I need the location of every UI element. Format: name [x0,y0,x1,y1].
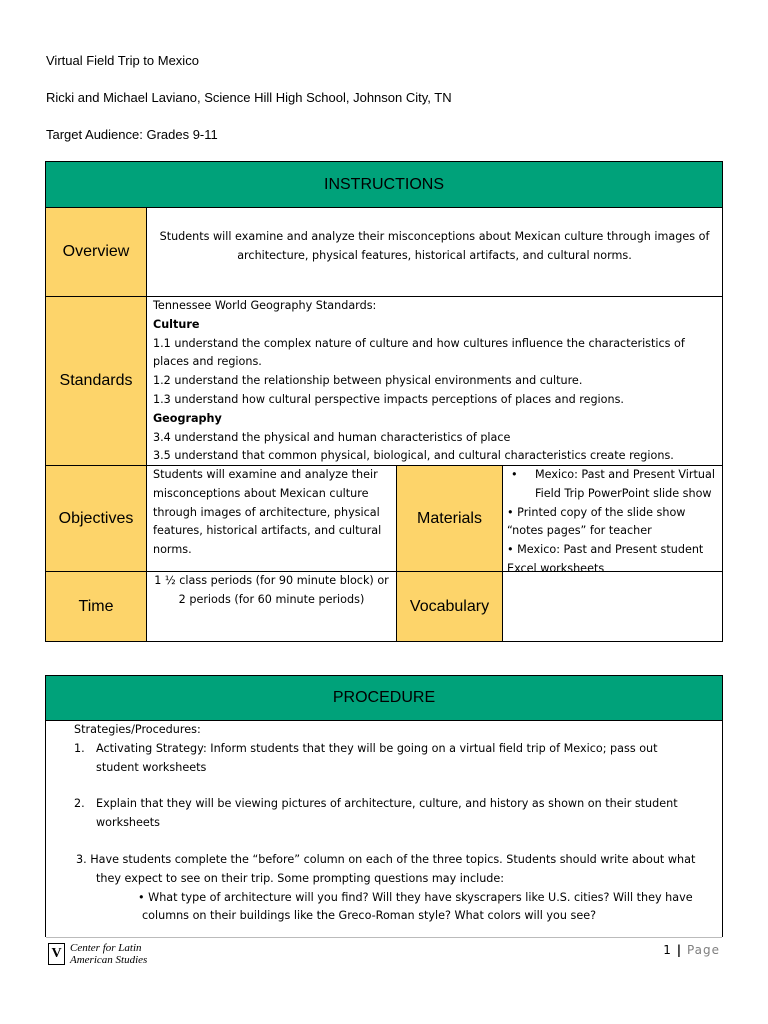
materials-item-2: • Printed copy of the slide show “notes pages” for teacher [507,505,686,538]
vocabulary-label: Vocabulary [396,572,503,641]
standard-3-5: 3.5 understand that common physical, biological, and cultural characteristics create regions. [153,449,674,463]
instructions-heading [46,162,722,207]
center-name [70,942,147,966]
audience-line: Target Audience: Grades 9-11 [46,127,218,142]
vanderbilt-logo-icon: V [48,943,65,965]
footer-logo [48,942,147,966]
procedure-content [46,721,722,926]
authors-line: Ricki and Michael Laviano, Science Hill High School, Johnson City, TN [46,90,452,105]
standard-1-1: 1.1 understand the complex nature of culture and how cultures influence the characteristics of places and regions. [153,336,685,369]
page-word: Page [686,943,720,957]
materials-item-1: • Mexico: Past and Present Virtual Field Trip PowerPoint slide show [507,466,718,504]
objectives-label: Objectives [46,466,147,571]
procedure-heading-text: PROCEDURE [332,689,436,706]
footer-divider [46,937,722,938]
bullet-icon: • [511,468,518,481]
time-text: 1 ½ class periods (for 90 minute block) or 2 periods (for 60 minute periods) [154,574,389,606]
vocabulary-text [503,572,722,641]
page-number: 1 [663,943,672,957]
culture-heading: Culture [153,317,200,331]
procedure-body [46,720,722,937]
procedure-step-3: 3. Have students complete the “before” column on each of the three topics. Students should write about what they expect to see on their trip. Some prompting questions may include: [76,852,696,885]
standards-label: Standards [46,297,147,465]
standard-1-2: 1.2 understand the relationship between physical environments and culture. [153,374,583,388]
geography-heading: Geography [153,411,222,425]
page-indicator [663,943,720,957]
overview-text: Students will examine and analyze their misconceptions about Mexican culture through images of architecture, physical features, historical artifacts, and cultural norms. [159,230,710,262]
objectives-row [46,465,722,575]
overview-row [46,207,722,296]
procedure-intro: Strategies/Procedures: [74,723,201,736]
instructions-heading-text: INSTRUCTIONS [324,175,444,193]
objectives-text: Students will examine and analyze their misconceptions about Mexican culture through images of architecture, physical features, historical artifacts, and cultural norms. [153,468,382,557]
time-label: Time [46,572,147,641]
standards-intro: Tennessee World Geography Standards: [153,299,377,312]
procedure-step-3-bullet: • What type of architecture will you find? Will they have skyscrapers like U.S. cities? Will they have columns on their buildings like the Greco-Roman style? What colors will you see? [138,890,693,923]
standard-1-3: 1.3 understand how cultural perspective impacts perceptions of places and regions. [153,392,624,406]
time-row [46,571,722,641]
standards-content [147,297,722,465]
overview-label: Overview [46,208,147,296]
standard-3-4: 3.4 understand the physical and human characteristics of place [153,430,511,444]
procedure-table [45,675,723,937]
page-separator: | [676,943,683,957]
procedure-step-1: 1. Activating Strategy: Inform students that they will be going on a virtual field trip of Mexico; pass out student worksheets [74,741,658,774]
document-title: Virtual Field Trip to Mexico [46,53,199,68]
materials-label: Materials [396,466,503,571]
procedure-step-2: 2. Explain that they will be viewing pictures of architecture, culture, and history as shown on their student worksheets [74,797,678,830]
center-name-line-1: Center for Latin [70,942,142,954]
instructions-table [45,161,723,642]
materials-item-3: • Mexico: Past and Present student Excel worksheets [507,543,704,575]
materials-list [503,466,722,575]
procedure-heading [46,676,722,720]
standards-row [46,296,722,465]
center-name-line-2: American Studies [70,954,148,966]
